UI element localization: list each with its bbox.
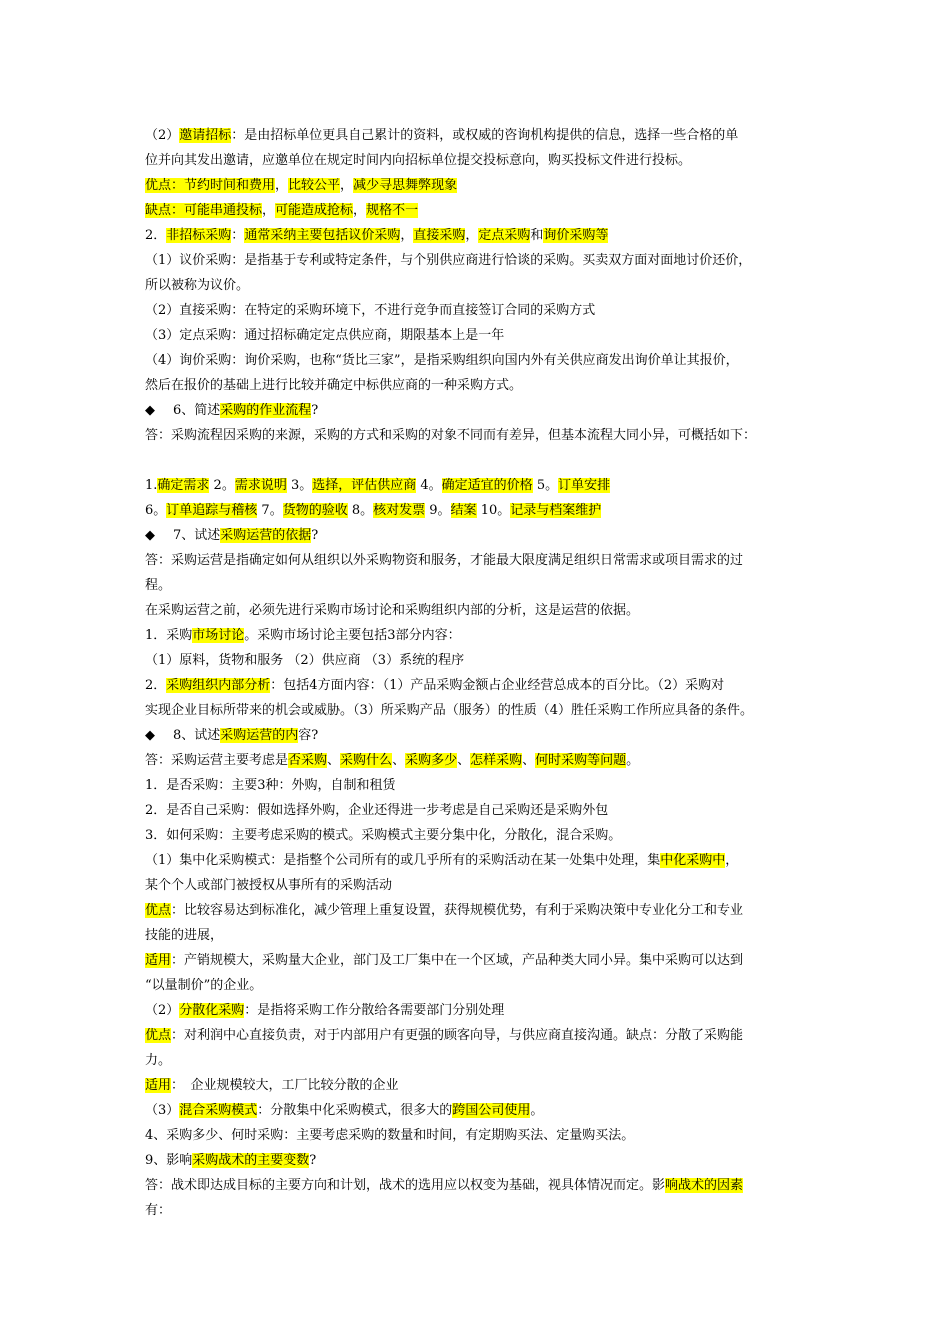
text-line	[145, 373, 817, 398]
text-run: 然后在报价的基础上进行比较并确定中标供应商的一种采购方式。	[145, 378, 523, 393]
text-run: ：对利润中心直接负责，对于内部用户有更强的顾客向导，与供应商直接沟通。缺点：分散了采购能	[171, 1028, 744, 1043]
text-run: 7。	[257, 503, 283, 518]
text-run: 容?	[298, 728, 319, 743]
text-run: 8、试述	[173, 728, 221, 743]
text-line	[145, 498, 817, 523]
highlighted-text: 需求说明	[234, 478, 287, 493]
text-run: ：分散集中化采购模式，很多大的	[257, 1103, 453, 1118]
text-run: （3）	[145, 1103, 180, 1118]
text-run: 和	[530, 228, 544, 243]
text-line	[145, 548, 817, 573]
text-line	[145, 223, 817, 248]
highlighted-text: 直接采购	[413, 228, 466, 243]
text-run: ?	[311, 403, 319, 418]
highlighted-text: 优点	[145, 1028, 172, 1043]
text-run: （3）定点采购：通过招标确定定点供应商，期限基本上是一年	[145, 328, 505, 343]
text-line	[145, 423, 817, 448]
text-line	[145, 673, 817, 698]
text-line	[145, 198, 817, 223]
highlighted-text: 确定需求	[157, 478, 210, 493]
text-run: （1）议价采购：是指基于专利或特定条件，与个别供应商进行恰谈的采购。买卖双方面对面地讨价还价，	[145, 253, 752, 268]
text-run: 9。	[425, 503, 451, 518]
text-run: ，	[275, 178, 289, 193]
text-run: 。采购市场讨论主要包括3部分内容：	[244, 628, 461, 643]
text-line	[145, 248, 817, 273]
text-run: 在采购运营之前，必须先进行采购市场讨论和采购组织内部的分析，这是运营的依据。	[145, 603, 640, 618]
text-run: 3．如何采购：主要考虑采购的模式。采购模式主要分集中化，分散化，混合采购。	[145, 828, 622, 843]
highlighted-text: 采购运营的内	[220, 728, 299, 743]
text-run: 6、简述	[173, 403, 221, 418]
text-run: 答：采购运营是指确定如何从组织以外采购物资和服务，才能最大限度满足组织日常需求或项目需求的过	[145, 553, 744, 568]
text-run: 、	[392, 753, 406, 768]
highlighted-text: 采购什么	[340, 753, 393, 768]
text-run: ：是指将采购工作分散给各需要部门分别处理	[244, 1003, 505, 1018]
text-run: ：是由招标单位更具自己累计的资料，或权威的咨询机构提供的信息，选择一些合格的单	[231, 128, 739, 143]
highlighted-text: 比较公平	[288, 178, 341, 193]
text-run: ?	[311, 528, 319, 543]
text-run: ：包括4方面内容：（1）产品采购金额占企业经营总成本的百分比。（2）采购对	[270, 678, 725, 693]
bullet-diamond-icon: ◆	[145, 528, 155, 543]
text-line	[145, 1173, 817, 1198]
text-line	[145, 1198, 817, 1223]
highlighted-text: 怎样采购	[470, 753, 523, 768]
text-run: ：	[231, 228, 245, 243]
highlighted-text: 采购的作业流程	[220, 403, 312, 418]
text-run: 1．采购	[145, 628, 193, 643]
text-run: ，	[262, 203, 276, 218]
bullet-diamond-icon: ◆	[145, 403, 155, 418]
text-line	[145, 723, 817, 748]
text-line	[145, 573, 817, 598]
text-run: 、	[457, 753, 471, 768]
text-run: 、	[522, 753, 536, 768]
text-line	[145, 1073, 817, 1098]
text-line	[145, 473, 817, 498]
highlighted-text: 记录与档案维护	[510, 503, 602, 518]
highlighted-text: 邀请招标	[179, 128, 232, 143]
highlighted-text: 跨国公司使用	[452, 1103, 531, 1118]
text-run: 某个个人或部门被授权从事所有的采购活动	[145, 878, 393, 893]
text-line	[145, 973, 817, 998]
text-run: ，	[400, 228, 414, 243]
highlighted-text: 选择，评估供应商	[312, 478, 417, 493]
text-run: ：产销规模大，采购量大企业，部门及工厂集中在一个区域，产品种类大同小异。集中采购可以达到	[171, 953, 744, 968]
text-run: 10。	[476, 503, 511, 518]
text-line	[145, 1023, 817, 1048]
text-run: 。	[626, 753, 640, 768]
text-line	[145, 948, 817, 973]
text-line	[145, 323, 817, 348]
text-line	[145, 798, 817, 823]
highlighted-text: 适用	[145, 953, 172, 968]
text-line	[145, 823, 817, 848]
text-run: 4、采购多少、何时采购：主要考虑采购的数量和时间，有定期购买法、定量购买法。	[145, 1128, 635, 1143]
text-run: 1．是否采购：主要3种：外购，自制和租赁	[145, 778, 396, 793]
text-line	[145, 648, 817, 673]
text-run: 实现企业目标所带来的机会或威胁。（3）所采购产品（服务）的性质（4）胜任采购工作所应具备的条件。	[145, 703, 754, 718]
highlighted-text: 优点	[145, 903, 172, 918]
text-line	[145, 273, 817, 298]
text-line	[145, 898, 817, 923]
text-run: 7、试述	[173, 528, 221, 543]
text-line	[145, 1148, 817, 1173]
text-run: ： 企业规模较大，工厂比较分散的企业	[171, 1078, 399, 1093]
text-run: 6。	[145, 503, 167, 518]
text-run: ：比较容易达到标准化，减少管理上重复设置，获得规模优势，有利于采购决策中专业化分工和专业	[171, 903, 744, 918]
highlighted-text: 订单安排	[558, 478, 611, 493]
text-run: ，	[353, 203, 367, 218]
highlighted-text: 货物的验收	[282, 503, 348, 518]
highlighted-text: 采购战术的主要变数	[192, 1153, 310, 1168]
text-line	[145, 998, 817, 1023]
highlighted-text: 适用	[145, 1078, 172, 1093]
text-run: 2。	[209, 478, 235, 493]
text-line	[145, 773, 817, 798]
text-run: 力。	[145, 1053, 172, 1068]
text-run: 2．	[145, 228, 167, 243]
text-run: “以量制价”的企业。	[145, 978, 263, 993]
text-run: （4）询价采购：询价采购，也称“货比三家”，是指采购组织向国内外有关供应商发出询价单让其报价，	[145, 353, 739, 368]
text-line	[145, 398, 817, 423]
text-run: ?	[309, 1153, 317, 1168]
text-run: 答：战术即达成目标的主要方向和计划，战术的选用应以权变为基础，视具体情况而定。影	[145, 1178, 666, 1193]
text-run: （1）集中化采购模式：是指整个公司所有的或几乎所有的采购活动在某一处集中处理，集	[145, 853, 661, 868]
text-run: 所以被称为议价。	[145, 278, 250, 293]
highlighted-text: 可能造成抢标	[275, 203, 354, 218]
document-page	[145, 123, 817, 1223]
highlighted-text: 规格不一	[366, 203, 419, 218]
text-run: 程。	[145, 578, 172, 593]
highlighted-text: 订单追踪与稽核	[166, 503, 258, 518]
highlighted-text: 采购组织内部分析	[166, 678, 271, 693]
highlighted-text: 非招标采购	[166, 228, 232, 243]
text-run: ，	[340, 178, 354, 193]
highlighted-text: 减少寻思舞弊现象	[353, 178, 458, 193]
text-run: （2）直接采购：在特定的采购环境下，不进行竞争而直接签订合同的采购方式	[145, 303, 596, 318]
highlighted-text: 混合采购模式	[179, 1103, 258, 1118]
text-run: 3。	[286, 478, 313, 493]
text-run: 答：采购运营主要考虑是	[145, 753, 289, 768]
text-line	[145, 148, 817, 173]
bullet-diamond-icon: ◆	[145, 728, 155, 743]
highlighted-text: 何时采购等问题	[535, 753, 627, 768]
text-line	[145, 873, 817, 898]
highlighted-text: 市场讨论	[192, 628, 245, 643]
text-line	[145, 348, 817, 373]
highlighted-text: 否采购	[288, 753, 328, 768]
text-run: 8。	[347, 503, 374, 518]
highlighted-text: 响战术的因素	[665, 1178, 744, 1193]
text-line	[145, 698, 817, 723]
highlighted-text: 确定适宜的价格	[441, 478, 533, 493]
highlighted-text: 询价采购等	[543, 228, 609, 243]
text-run: 9、影响	[145, 1153, 193, 1168]
text-run: 4。	[416, 478, 442, 493]
text-run: （2）	[145, 128, 180, 143]
highlighted-text: 核对发票	[373, 503, 426, 518]
text-run: ，	[725, 853, 739, 868]
text-run: 答：采购流程因采购的来源，采购的方式和采购的对象不同而有差异，但基本流程大同小异，可概括如下：	[145, 428, 757, 443]
text-line	[145, 123, 817, 148]
highlighted-text: 缺点：可能串通投标	[145, 203, 263, 218]
text-line	[145, 923, 817, 948]
text-line	[145, 298, 817, 323]
text-run: （1）原料，货物和服务 （2）供应商 （3）系统的程序	[145, 653, 465, 668]
text-run: 技能的进展，	[145, 928, 224, 943]
highlighted-text: 分散化采购	[179, 1003, 245, 1018]
text-run: 有：	[145, 1203, 172, 1218]
text-run: 1.	[145, 478, 158, 493]
text-run: 5。	[532, 478, 559, 493]
text-line	[145, 623, 817, 648]
text-line	[145, 523, 817, 548]
text-line	[145, 1048, 817, 1073]
text-line	[145, 848, 817, 873]
highlighted-text: 定点采购	[478, 228, 531, 243]
highlighted-text: 采购多少	[405, 753, 458, 768]
text-line	[145, 748, 817, 773]
highlighted-text: 结案	[450, 503, 477, 518]
text-run: 位并向其发出邀请，应邀单位在规定时间内向招标单位提交投标意向，购买投标文件进行投标。	[145, 153, 692, 168]
highlighted-text: 中化采购中	[660, 853, 726, 868]
text-run: 、	[327, 753, 341, 768]
blank-line	[145, 448, 817, 473]
text-run: 2．	[145, 678, 167, 693]
text-run: 。	[530, 1103, 544, 1118]
highlighted-text: 采购运营的依据	[220, 528, 312, 543]
highlighted-text: 通常采纳主要包括议价采购	[244, 228, 401, 243]
highlighted-text: 优点：节约时间和费用	[145, 178, 276, 193]
text-line	[145, 598, 817, 623]
text-run: 2．是否自己采购：假如选择外购，企业还得进一步考虑是自己采购还是采购外包	[145, 803, 609, 818]
text-line	[145, 1123, 817, 1148]
text-line	[145, 173, 817, 198]
text-line	[145, 1098, 817, 1123]
text-run: （2）	[145, 1003, 180, 1018]
text-run: ，	[465, 228, 479, 243]
